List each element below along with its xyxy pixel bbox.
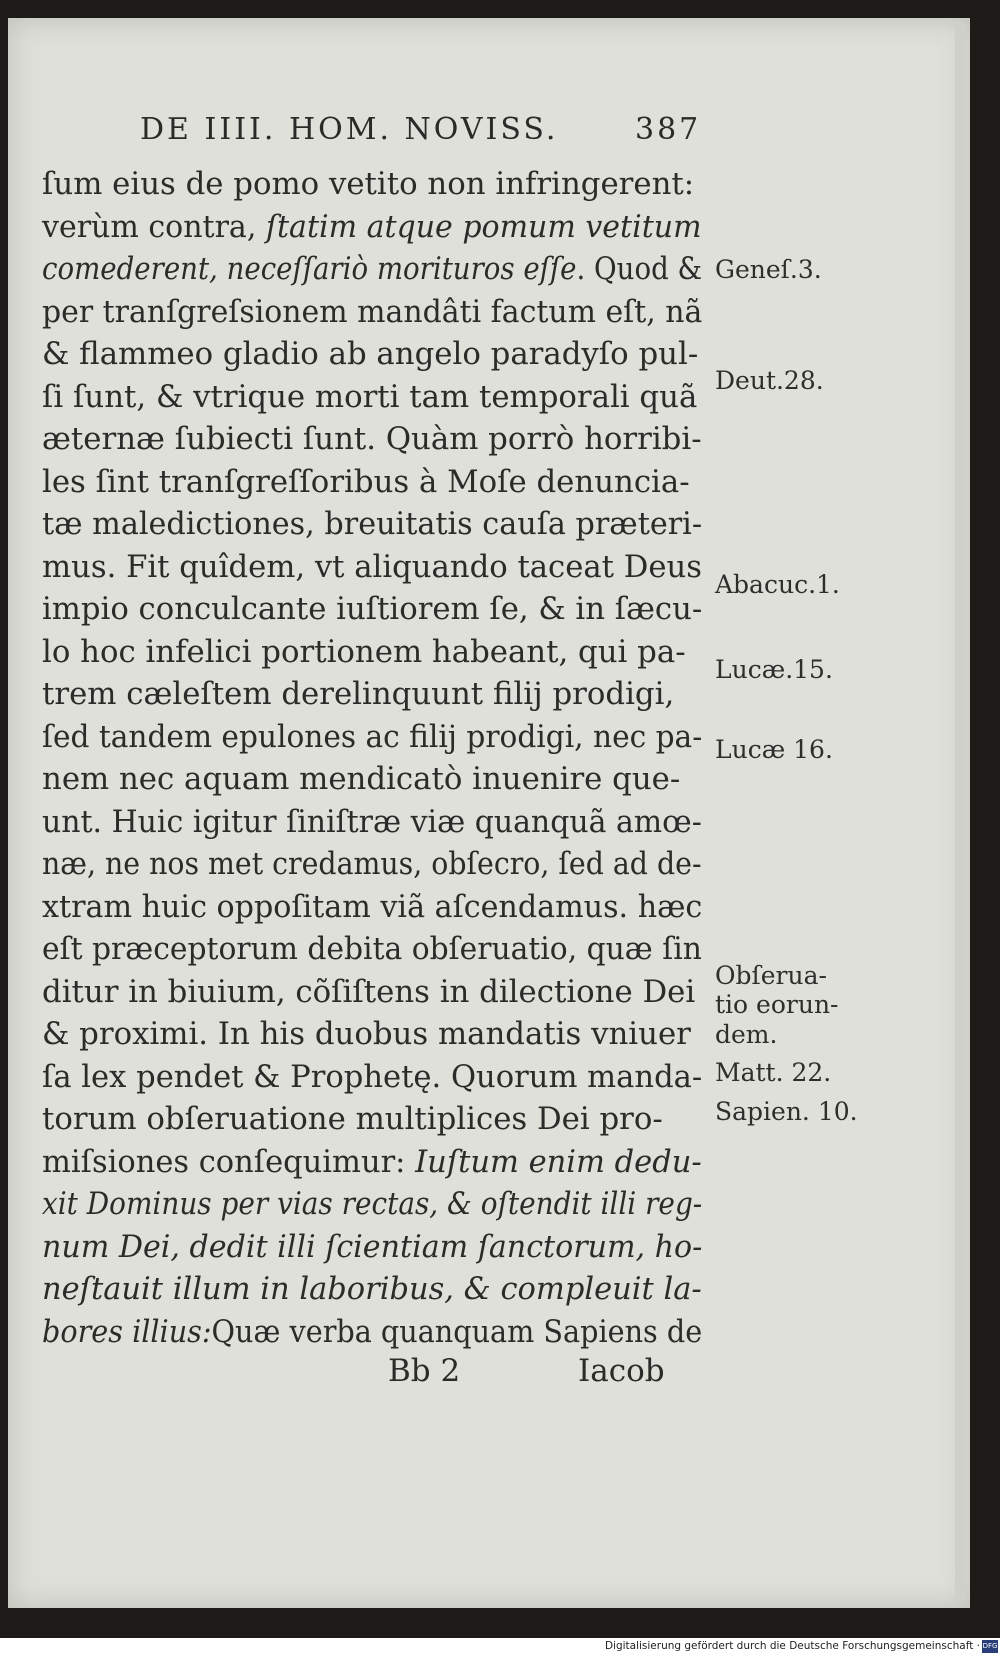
page-number: 387 [635, 112, 702, 147]
text-line [42, 1098, 702, 1141]
text-line [42, 163, 702, 206]
text-segment: ſi ſunt, & vtrique morti tam temporali quã [42, 378, 698, 415]
text-line [42, 673, 702, 716]
text-segment: nem nec aquam mendicatò inuenire que- [42, 761, 681, 797]
italic-segment: neſtauit illum in laboribus, & compleuit la- [42, 1271, 702, 1307]
italic-segment: ſtatim atque pomum vetitum [265, 208, 702, 245]
text-segment: ſum eius de pomo vetito non infringerent: [42, 166, 695, 202]
text-segment: xtram huic oppoſitam viã aſcendamus. hæc [42, 888, 703, 925]
text-line [42, 886, 703, 929]
text-segment: tæ maledictiones, breuitatis cauſa præteri- [42, 506, 703, 542]
text-line [42, 801, 702, 844]
italic-segment: bores illius: [42, 1313, 212, 1350]
text-segment: verùm contra, [42, 208, 266, 245]
text-segment: ditur in biuium, cõſiſtens in dilectione Dei [42, 973, 696, 1010]
running-title: DE IIII. HOM. NOVISS. [140, 112, 559, 147]
margin-note: Abacuc.1. [715, 569, 840, 599]
margin-note: Lucæ.15. [715, 654, 833, 684]
text-segment: ſa lex pendet & Prophetę. Quorum manda- [42, 1058, 703, 1095]
text-line [42, 758, 702, 801]
margin-note: Geneſ.3. [715, 255, 822, 284]
text-line [42, 333, 702, 376]
text-segment: miſsiones conſequimur: [42, 1143, 416, 1180]
margin-note: dem. [715, 1020, 778, 1049]
text-segment: & flammeo gladio ab angelo paradyſo pul- [42, 336, 699, 372]
text-segment: per tranſgreſsionem mandâti factum eſt, nã [42, 293, 703, 330]
text-line [42, 376, 702, 419]
text-segment: eſt præceptorum debita obſeruatio, quæ ſin [42, 931, 702, 967]
text-line [42, 1311, 703, 1354]
margin-note: Sapien. 10. [715, 1096, 858, 1126]
text-segment: & proximi. In his duobus mandatis vniuer [42, 1016, 691, 1052]
text-segment: ſed tandem epulones ac filij prodigi, nec pa- [42, 718, 703, 755]
margin-note: Matt. 22. [715, 1058, 832, 1088]
page-edge [955, 22, 965, 1602]
text-line [42, 546, 700, 589]
text-segment: trem cæleſtem derelinquunt filij prodigi, [42, 676, 675, 712]
margin-note: Obſerua- [715, 960, 827, 990]
margin-note: tio eorun- [715, 990, 839, 1020]
signature-mark: Bb 2 [388, 1353, 461, 1389]
text-line [42, 461, 702, 504]
text-line [42, 928, 702, 971]
text-line [42, 1141, 702, 1184]
funding-note: Digitalisierung gefördert durch die Deutsche Forschungsgemeinschaft · [604, 1640, 980, 1652]
text-line [42, 1183, 703, 1226]
body-text [42, 163, 707, 1353]
text-line [42, 418, 702, 461]
text-segment: Quæ verba quanquam Sapiens de [211, 1313, 703, 1350]
catchword: Iacob [578, 1353, 665, 1389]
text-line [42, 716, 703, 759]
italic-segment: comederent, neceſſariò morituros eſſe [42, 251, 577, 287]
text-segment: næ, ne nos met credamus, obſecro, ſed ad de- [42, 846, 702, 882]
text-line [42, 971, 702, 1014]
text-segment: unt. Huic igitur ſiniſtræ viæ quanquã amœ- [42, 803, 702, 840]
italic-segment: num Dei, dedit illi ſcientiam ſanctorum, ho- [42, 1228, 703, 1265]
text-line [42, 248, 703, 291]
text-line [42, 503, 703, 546]
text-line [42, 1268, 702, 1311]
text-segment: les ſint tranſgreſſoribus à Moſe denuncia- [42, 463, 690, 500]
margin-note: Deut.28. [715, 365, 824, 395]
text-line [42, 1013, 702, 1056]
margin-note: Lucæ 16. [715, 735, 833, 765]
italic-segment: xit Dominus per vias rectas, & oſtendit illi reg- [42, 1186, 703, 1222]
text-line [42, 1056, 703, 1099]
text-line [42, 843, 702, 886]
text-line [42, 631, 702, 674]
text-line [42, 1226, 703, 1269]
text-segment: æternæ ſubiecti ſunt. Quàm porrò horribi- [42, 421, 702, 457]
text-line [42, 206, 702, 249]
text-segment: mus. Fit quîdem, vt aliquando taceat Deus [42, 548, 702, 585]
text-line [42, 291, 703, 334]
text-segment: lo hoc infelici portionem habeant, qui pa- [42, 633, 686, 670]
text-line [42, 588, 703, 631]
dfg-logo-icon: DFG [982, 1640, 998, 1653]
text-segment: torum obſeruatione multiplices Dei pro- [42, 1101, 663, 1137]
text-segment: . Quod & [576, 251, 703, 287]
italic-segment: Iuſtum enim dedu- [415, 1143, 702, 1180]
text-segment: impio conculcante iuſtiorem ſe, & in ſæcu- [42, 591, 703, 627]
